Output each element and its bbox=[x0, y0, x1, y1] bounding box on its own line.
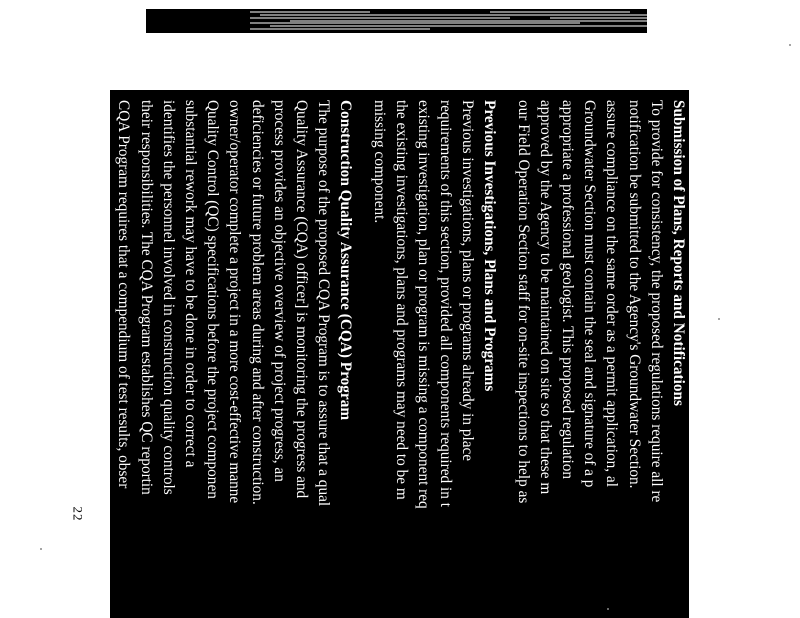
section-gap bbox=[356, 90, 367, 618]
scan-speck bbox=[789, 44, 791, 46]
body-text-line: our Field Operation Section staff for on-site inspections to help as bbox=[514, 100, 532, 504]
scan-speck bbox=[40, 548, 42, 550]
body-text-line: owner/operator complete a project in a more cost-effective manne bbox=[226, 100, 244, 504]
body-text-line: the existing investigations, plans and programs may need to be m bbox=[392, 100, 410, 500]
body-text-line: To provide for consistency, the proposed regulations require all re bbox=[647, 100, 665, 503]
body-text-line: their responsibilities. The CQA Program establishes QC reportin bbox=[137, 100, 155, 495]
body-text-line: substantial rework may have to be done in order to correct a bbox=[182, 100, 200, 468]
body-text-line: assure compliance on the same order as a permit application, al bbox=[603, 100, 621, 487]
body-text-line: CQA Program requires that a compendium of test results, obser bbox=[115, 100, 133, 489]
body-text-line: Previous investigations, plans or programs already in place bbox=[459, 100, 477, 462]
body-text-line: identifies the personnel involved in construction quality controls bbox=[159, 100, 177, 495]
body-text-line: Groundwater Section must contain the seal and signature of a p bbox=[581, 100, 599, 488]
scan-speck bbox=[718, 318, 720, 320]
body-text-line: process provides an objective overview of project progress, an bbox=[270, 100, 288, 482]
body-text-line: Quality Control (QC) specifications before the project componen bbox=[204, 100, 222, 499]
body-text-line: approved by the Agency to be maintained on site so that these m bbox=[536, 100, 554, 495]
body-text-line: missing component. bbox=[370, 100, 388, 224]
body-text-line: appropriate a professional geologist. This proposed regulation bbox=[559, 100, 577, 480]
body-text-line: The purpose of the proposed CQA Program is to assure that a qual bbox=[315, 100, 333, 507]
section-gap bbox=[501, 90, 512, 618]
body-text-line: requirements of this section, provided all components required in t bbox=[437, 100, 455, 507]
body-text-line: Quality Assurance (CQA) officer] is monitoring the progress and bbox=[293, 100, 310, 499]
body-text-line: existing investigation, plan or program is missing a component req bbox=[414, 100, 432, 509]
page-number: 22 bbox=[70, 506, 86, 522]
body-text-line: compiled into a Construction Certification Report, which is signe bbox=[93, 100, 111, 500]
body-text-line: engineer and shows the construction was completed as designed bbox=[71, 100, 89, 493]
header-stripes-graphic bbox=[250, 9, 647, 33]
section-heading: Submission of Plans, Reports and Notifications bbox=[670, 100, 687, 406]
scan-speck bbox=[607, 608, 609, 610]
section-heading: Previous Investigations, Plans and Programs bbox=[481, 100, 499, 392]
body-text-line: notification be submitted to the Agency's Groundwater Section. bbox=[625, 100, 643, 489]
body-text-line: deficiencies or future problem areas during and after construction. bbox=[248, 100, 266, 505]
section-heading: Construction Quality Assurance (CQA) Program bbox=[337, 100, 355, 421]
